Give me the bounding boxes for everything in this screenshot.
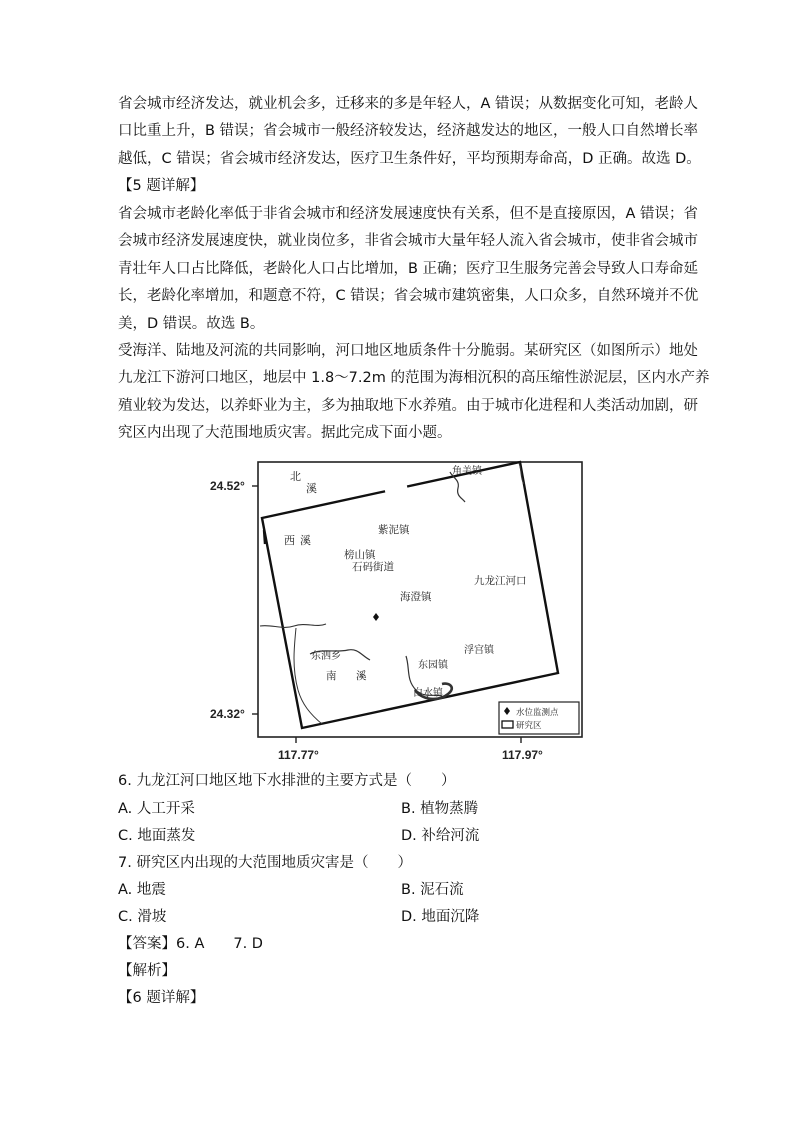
q7-option-a[interactable]: A. 地震 (118, 882, 166, 898)
place-label: 紫泥镇 (378, 524, 410, 536)
text-line: 殖业较为发达，以养虾业为主，多为抽取地下水养殖。由于城市化进程和人类活动加剧，研 (118, 397, 698, 414)
border-gap (385, 486, 407, 491)
q7-option-b[interactable]: B. 泥石流 (401, 882, 464, 898)
place-label: 溪 (300, 535, 311, 547)
place-label: 浮宫镇 (464, 645, 494, 656)
river-line (298, 690, 322, 724)
study-area-map (210, 458, 590, 768)
lat-label-top: 24.52° (210, 479, 245, 493)
river-line (294, 628, 298, 690)
place-label: 西 (284, 535, 295, 547)
text-line: 省会城市经济发达，就业机会多，迁移来的多是年轻人，A 错误；从数据变化可知，老龄人 (118, 96, 699, 112)
place-label: 榜山镇 (344, 549, 376, 561)
question-6-stem: 6. 九龙江河口地区地下水排泄的主要方式是（ ） (118, 773, 456, 789)
place-label: 溪 (356, 670, 367, 682)
text-line: 口比重上升，B 错误；省会城市一般经济较发达，经济越发达的地区，一般人口自然增长率 (118, 123, 699, 140)
lat-label-bottom: 24.32° (210, 707, 245, 721)
analysis-heading: 【解析】 (118, 963, 176, 979)
q6-option-b[interactable]: B. 植物蒸腾 (401, 801, 479, 817)
question-7-stem: 7. 研究区内出现的大范围地质灾害是（ ） (118, 855, 412, 871)
text-line: 会城市经济发展速度快，就业岗位多，非省会城市大量年轻人流入省会城市，使非省会城市 (118, 233, 698, 250)
place-label: 北 (290, 471, 301, 483)
legend-label-monitor: 水位监测点 (516, 707, 559, 717)
question-stem-paragraph (118, 338, 710, 448)
monitor-point-marker (373, 613, 379, 621)
answer-line: 【答案】6. A 7. D (118, 936, 263, 952)
place-label: 南 (326, 670, 337, 682)
text-line: 美，D 错误。故选 B。 (118, 315, 265, 332)
place-label: 海澄镇 (400, 591, 432, 603)
lon-label-right: 117.97° (502, 748, 543, 762)
q6-option-c[interactable]: C. 地面蒸发 (118, 828, 196, 844)
text-line: 青壮年人口占比降低，老龄化人口占比增加，B 正确；医疗卫生服务完善会导致人口寿命延 (118, 260, 699, 277)
text-line: 长，老龄化率增加，和题意不符，C 错误；省会城市建筑密集，人口众多，自然环境并不优 (118, 288, 699, 305)
q6-option-d[interactable]: D. 补给河流 (401, 828, 480, 844)
text-line: 省会城市老龄化率低于非省会城市和经济发展速度快有关系，但不是直接原因，A 错误；省 (118, 206, 699, 222)
q7-option-c[interactable]: C. 滑坡 (118, 909, 167, 925)
text-line: 越低，C 错误；省会城市经济发达，医疗卫生条件好，平均预期寿命高，D 正确。故选 D。 (118, 150, 701, 167)
answer-paragraph-1 (118, 91, 701, 173)
lon-label-left: 117.77° (278, 748, 319, 762)
place-label: 角美镇 (452, 466, 482, 477)
section-heading-q6: 【6 题详解】 (118, 990, 205, 1006)
answer-paragraph-2 (118, 201, 699, 338)
place-label: 白水镇 (413, 688, 443, 699)
section-heading-q5: 【5 题详解】 (118, 178, 205, 194)
place-label: 东泗乡 (311, 651, 341, 662)
q7-option-d[interactable]: D. 地面沉降 (401, 909, 480, 925)
text-line: 九龙江下游河口地区，地层中 1.8～7.2m 的范围为海相沉积的高压缩性淤泥层，区内水产养 (118, 370, 710, 387)
place-label: 东园镇 (418, 660, 448, 671)
river-line (260, 624, 326, 627)
text-line: 受海洋、陆地及河流的共同影响，河口地区地质条件十分脆弱。某研究区（如图所示）地处 (118, 343, 698, 359)
text-line: 究区内出现了大范围地质灾害。据此完成下面小题。 (118, 425, 452, 442)
place-label: 石码街道 (352, 561, 394, 573)
place-label: 溪 (306, 483, 317, 495)
border-mark (264, 530, 265, 544)
q6-option-a[interactable]: A. 人工开采 (118, 801, 195, 817)
legend-label-area: 研究区 (516, 720, 542, 730)
place-label: 九龙江河口 (474, 575, 527, 587)
